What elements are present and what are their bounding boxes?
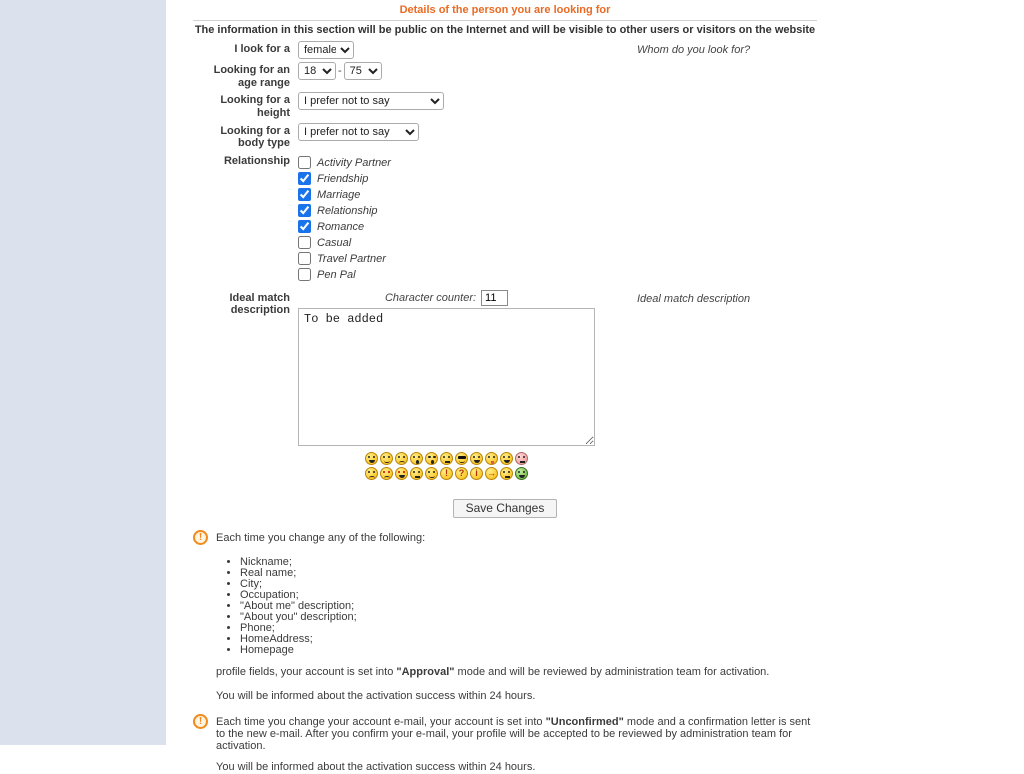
ideal-match-label: Ideal match description — [229, 291, 290, 317]
relationship-checkbox[interactable] — [298, 172, 311, 185]
approval-mode-text — [216, 666, 769, 678]
approval-warning — [193, 530, 817, 702]
section-title: Details of the person you are looking for — [399, 4, 611, 16]
twisted-smiley-icon[interactable] — [395, 467, 408, 480]
emoticon-row-2 — [298, 467, 595, 482]
relationship-checkbox-label: Romance — [317, 220, 365, 233]
activation-notice-1: You will be informed about the activation success within 24 hours. — [216, 690, 536, 703]
cool-smiley-icon[interactable] — [455, 452, 468, 465]
height-row — [193, 92, 817, 119]
confused-smiley-icon[interactable] — [440, 452, 453, 465]
relationship-checkbox[interactable] — [298, 252, 311, 265]
approval-mode-bold: "Approval" — [396, 665, 455, 678]
rolleyes-smiley-icon[interactable] — [410, 467, 423, 480]
changed-field-item: • Phone; — [240, 623, 769, 634]
relationship-option-friendship[interactable] — [298, 171, 817, 187]
relationship-checkbox[interactable] — [298, 204, 311, 217]
razz-smiley-icon[interactable] — [485, 452, 498, 465]
relationship-row — [193, 153, 817, 283]
changed-fields-list — [216, 557, 769, 656]
look-for-select[interactable] — [298, 41, 354, 59]
wink-smiley-icon[interactable] — [425, 467, 438, 480]
shock-smiley-icon[interactable] — [425, 452, 438, 465]
email-change-warning — [193, 714, 817, 773]
arrow-smiley-icon[interactable]: → — [487, 468, 496, 479]
warning-icon — [193, 530, 208, 545]
relationship-checkbox-label: Friendship — [317, 172, 369, 185]
evil-smiley-icon[interactable] — [380, 467, 393, 480]
mrgreen-smiley-icon[interactable] — [515, 467, 528, 480]
emoticon-palette — [298, 452, 595, 482]
oops-smiley-icon[interactable] — [515, 452, 528, 465]
changed-field-item: • Occupation; — [240, 590, 769, 601]
unconfirmed-text-suffix: mode and a confirmation letter is sent to the new e-mail. After you confirm your e-mail, your profile will be accepted to be reviewed by administration team for activation. — [216, 716, 811, 753]
look-for-row — [193, 41, 817, 59]
activation-notice-2: You will be informed about the activation success within 24 hours. — [216, 761, 536, 774]
relationship-checkbox-label: Marriage — [317, 188, 361, 201]
relationship-checkbox[interactable] — [298, 188, 311, 201]
warnings-section — [193, 530, 817, 774]
exclamation-smiley-icon[interactable]: ! — [440, 467, 453, 480]
age-range-separator: - — [338, 65, 342, 77]
unconfirmed-mode-text — [216, 716, 817, 752]
ideal-match-textarea[interactable] — [298, 308, 595, 446]
ideal-match-note: Ideal match description — [637, 292, 751, 305]
body-type-select[interactable] — [298, 123, 419, 141]
age-to-select[interactable] — [344, 62, 382, 80]
public-info-notice: The information in this section will be public on the Internet and will be visible to other users or visitors on the website — [194, 24, 816, 36]
height-select[interactable] — [298, 92, 444, 110]
relationship-checkbox-label: Pen Pal — [317, 268, 356, 281]
relationship-checkbox-label: Activity Partner — [317, 156, 391, 169]
relationship-checkbox[interactable] — [298, 236, 311, 249]
changed-field-item: • City; — [240, 579, 769, 590]
relationship-option-marriage[interactable] — [298, 187, 817, 203]
unconfirmed-text-prefix: Each time you change your account e-mail, your account is set into — [216, 716, 546, 729]
body-type-label: Looking for a body type — [220, 124, 290, 150]
relationship-option-romance[interactable] — [298, 219, 817, 235]
ideal-match-row — [193, 290, 817, 449]
idea-smiley-icon[interactable]: i — [470, 467, 483, 480]
look-for-note: Whom do you look for? — [637, 44, 751, 56]
body-type-row — [193, 123, 817, 150]
relationship-checkbox[interactable] — [298, 156, 311, 169]
save-changes-button[interactable]: Save Changes — [453, 499, 558, 518]
approval-text-suffix: mode and will be reviewed by administration team for activation. — [454, 665, 770, 678]
profile-search-section — [193, 0, 817, 774]
sad-smiley-icon[interactable] — [395, 452, 408, 465]
biggrin-smiley-icon[interactable] — [500, 452, 513, 465]
relationship-option-casual[interactable] — [298, 235, 817, 251]
smile-smiley-icon[interactable] — [380, 452, 393, 465]
relationship-label: Relationship — [223, 154, 290, 167]
character-counter-input[interactable] — [481, 290, 508, 306]
relationship-option-travel-partner[interactable] — [298, 251, 817, 267]
left-panel — [0, 0, 166, 745]
changed-field-item: • Nickname; — [240, 557, 769, 568]
question-smiley-icon[interactable]: ? — [455, 467, 468, 480]
changed-field-item: • Real name; — [240, 568, 769, 579]
cry-smiley-icon[interactable] — [365, 467, 378, 480]
surprised-smiley-icon[interactable] — [410, 452, 423, 465]
lol-smiley-icon[interactable] — [470, 452, 483, 465]
relationship-option-pen-pal[interactable] — [298, 267, 817, 283]
changed-field-item: • "About you" description; — [240, 612, 769, 623]
age-from-select[interactable] — [298, 62, 336, 80]
height-label: Looking for a height — [220, 94, 290, 119]
biggrin-smiley-icon[interactable] — [365, 452, 378, 465]
relationship-option-relationship[interactable] — [298, 203, 817, 219]
character-counter-row — [298, 290, 595, 306]
changed-field-item: • HomeAddress; — [240, 634, 769, 645]
relationship-checkbox[interactable] — [298, 220, 311, 233]
look-for-label: I look for a — [234, 43, 290, 55]
relationship-checkbox[interactable] — [298, 268, 311, 281]
title-divider — [193, 20, 817, 21]
character-counter-label: Character counter: — [384, 291, 477, 304]
age-range-label: Looking for an age range — [213, 64, 290, 89]
changed-field-item: • "About me" description; — [240, 601, 769, 612]
unconfirmed-mode-bold: "Unconfirmed" — [545, 716, 624, 729]
warning-intro: Each time you change any of the following: — [216, 531, 426, 544]
relationship-checkbox-label: Casual — [317, 236, 352, 249]
changed-field-item: • Homepage — [240, 645, 769, 656]
emoticon-row-1 — [298, 452, 595, 467]
warning-icon — [193, 714, 208, 729]
relationship-checkbox-label: Travel Partner — [317, 252, 386, 265]
relationship-checkbox-list — [298, 153, 817, 283]
approval-text-prefix: profile fields, your account is set into — [216, 665, 397, 678]
age-range-row — [193, 62, 817, 89]
neutral-smiley-icon[interactable] — [500, 467, 513, 480]
relationship-option-activity-partner[interactable] — [298, 155, 817, 171]
relationship-checkbox-label: Relationship — [317, 204, 378, 217]
